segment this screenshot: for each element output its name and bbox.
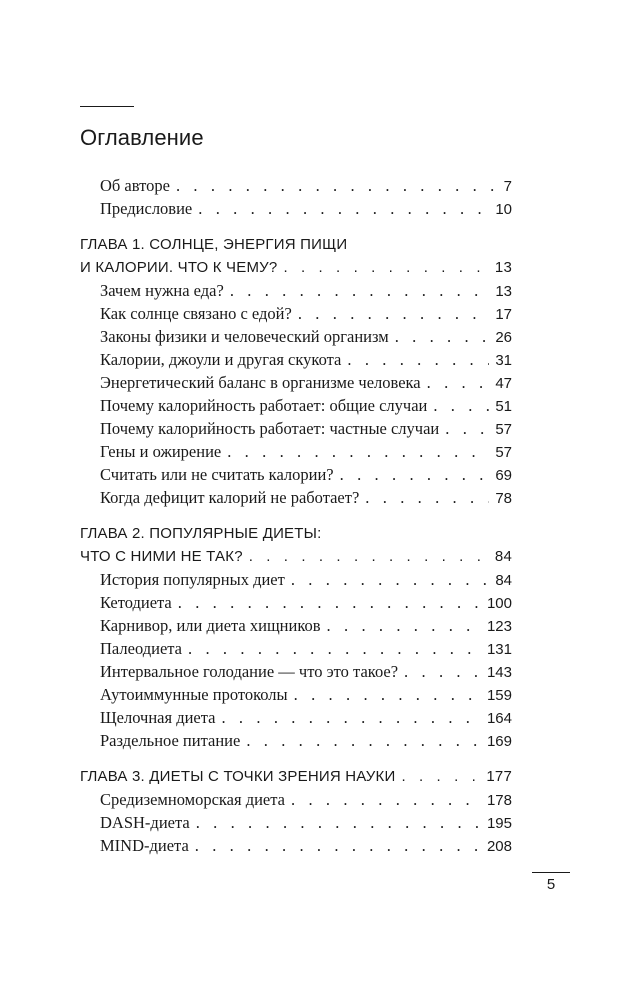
dot-leader	[298, 303, 489, 325]
toc-entry-label: Законы физики и человеческий организм	[100, 327, 389, 346]
toc-entry-page: 7	[503, 178, 512, 195]
toc-entry[interactable]	[100, 372, 512, 394]
dot-leader	[230, 280, 490, 302]
toc-entry[interactable]	[100, 569, 512, 591]
toc-entry-label: Зачем нужна еда?	[100, 281, 224, 300]
toc-entry-label: Почему калорийность работает: общие случаи	[100, 396, 428, 415]
toc-entry-label: Аутоиммунные протоколы	[100, 685, 288, 704]
toc-entry[interactable]	[100, 395, 512, 417]
toc-entry-page: 31	[495, 352, 512, 369]
toc-entry-label: История популярных диет	[100, 570, 285, 589]
toc-entry-page: 10	[495, 201, 512, 218]
toc-entry-page: 69	[495, 467, 512, 484]
toc-entry-label: Энергетический баланс в организме человека	[100, 373, 421, 392]
toc-entry[interactable]	[100, 349, 512, 371]
toc-entry-label: Предисловие	[100, 199, 193, 218]
toc-entry-label: Интервальное голодание — что это такое?	[100, 662, 399, 681]
dot-leader	[221, 707, 480, 729]
dot-leader	[283, 257, 488, 279]
toc-entry-page: 178	[486, 792, 512, 809]
toc-entry[interactable]	[100, 303, 512, 325]
toc-entry-page: 169	[486, 733, 512, 750]
toc-entry-page: 17	[495, 306, 512, 323]
toc-entry-label: Палеодиета	[100, 639, 183, 658]
toc-entry-label: Карнивор, или диета хищников	[100, 616, 321, 635]
toc-entry-label: Гены и ожирение	[100, 442, 222, 461]
toc-entry-page: 143	[486, 664, 512, 681]
toc-entry[interactable]	[100, 615, 512, 637]
dot-leader	[195, 835, 481, 857]
toc-entry-label: Когда дефицит калорий не работает?	[100, 488, 360, 507]
dot-leader	[227, 441, 489, 463]
toc-entry-page: 13	[495, 283, 512, 300]
chapter-page: 13	[494, 259, 512, 276]
dot-leader	[401, 766, 480, 788]
toc-entry[interactable]	[100, 707, 512, 729]
dot-leader	[427, 372, 490, 394]
chapter-3-heading[interactable]	[80, 766, 512, 788]
toc-entry[interactable]	[100, 592, 512, 614]
toc-entry-label: Как солнце связано с едой?	[100, 304, 292, 323]
dot-leader	[188, 638, 481, 660]
toc-entry[interactable]	[100, 280, 512, 302]
dot-leader	[176, 175, 498, 197]
dot-leader	[404, 661, 481, 683]
dot-leader	[291, 569, 489, 591]
toc-entry-label: MIND-диета	[100, 836, 189, 855]
dot-leader	[433, 395, 489, 417]
toc-entry[interactable]	[100, 835, 512, 857]
dot-leader	[365, 487, 489, 509]
toc-entry-page: 51	[495, 398, 512, 415]
toc-entry-about-author[interactable]	[100, 175, 512, 197]
toc-entry[interactable]	[100, 730, 512, 752]
toc-entry-page: 78	[495, 490, 512, 507]
chapter-page: 177	[486, 768, 512, 785]
dot-leader	[347, 349, 489, 371]
page-title: Оглавление	[80, 125, 204, 150]
toc-entry-label: Об авторе	[100, 176, 170, 195]
dot-leader	[249, 546, 489, 568]
chapter-heading-label: ГЛАВА 3. ДИЕТЫ С ТОЧКИ ЗРЕНИЯ НАУКИ	[80, 768, 396, 785]
chapter-page: 84	[494, 548, 512, 565]
toc-entry[interactable]	[100, 789, 512, 811]
chapter-heading-label: И КАЛОРИИ. ЧТО К ЧЕМУ?	[80, 259, 278, 276]
toc-entry-label: Кетодиета	[100, 593, 172, 612]
chapter-2-heading[interactable]	[80, 546, 512, 568]
toc-entry-page: 100	[486, 595, 512, 612]
chapter-heading-label: ЧТО С НИМИ НЕ ТАК?	[80, 548, 243, 565]
toc-entry[interactable]	[100, 487, 512, 509]
toc-entry[interactable]	[100, 418, 512, 440]
dot-leader	[294, 684, 481, 706]
toc-entry[interactable]	[100, 441, 512, 463]
dot-leader	[395, 326, 490, 348]
toc-entry[interactable]	[100, 464, 512, 486]
toc-entry[interactable]	[100, 812, 512, 834]
dot-leader	[327, 615, 481, 637]
chapter-1-heading-line1[interactable]: ГЛАВА 1. СОЛНЦЕ, ЭНЕРГИЯ ПИЩИ	[80, 236, 348, 253]
dot-leader	[178, 592, 481, 614]
dot-leader	[196, 812, 481, 834]
toc-entry-label: Считать или не считать калории?	[100, 465, 334, 484]
chapter-2-heading-line1[interactable]: ГЛАВА 2. ПОПУЛЯРНЫЕ ДИЕТЫ:	[80, 525, 322, 542]
dot-leader	[340, 464, 490, 486]
toc-entry-label: Почему калорийность работает: частные случаи	[100, 419, 440, 438]
toc-entry-page: 159	[486, 687, 512, 704]
toc-entry-preface[interactable]	[100, 198, 512, 220]
dot-leader	[445, 418, 489, 440]
toc-entry-label: Щелочная диета	[100, 708, 216, 727]
toc-entry-page: 84	[495, 572, 512, 589]
chapter-1-heading[interactable]	[80, 257, 512, 279]
toc-entry[interactable]	[100, 638, 512, 660]
bottom-rule	[532, 872, 570, 873]
toc-entry-page: 164	[486, 710, 512, 727]
toc-entry-label: Средиземноморская диета	[100, 790, 285, 809]
top-rule	[80, 106, 134, 107]
toc-entry[interactable]	[100, 661, 512, 683]
toc-entry-page: 47	[495, 375, 512, 392]
toc-entry-page: 195	[486, 815, 512, 832]
toc-entry[interactable]	[100, 684, 512, 706]
dot-leader	[246, 730, 481, 752]
toc-entry-page: 123	[486, 618, 512, 635]
toc-entry-page: 26	[495, 329, 512, 346]
page-number: 5	[546, 876, 556, 893]
dot-leader	[198, 198, 489, 220]
toc-entry-label: Калории, джоули и другая скукота	[100, 350, 342, 369]
toc-entry[interactable]	[100, 326, 512, 348]
toc-entry-page: 131	[486, 641, 512, 658]
toc-entry-page: 208	[486, 838, 512, 855]
dot-leader	[291, 789, 481, 811]
toc-entry-label: Раздельное питание	[100, 731, 241, 750]
toc-entry-label: DASH-диета	[100, 813, 190, 832]
toc-entry-page: 57	[495, 444, 512, 461]
toc-entry-page: 57	[495, 421, 512, 438]
